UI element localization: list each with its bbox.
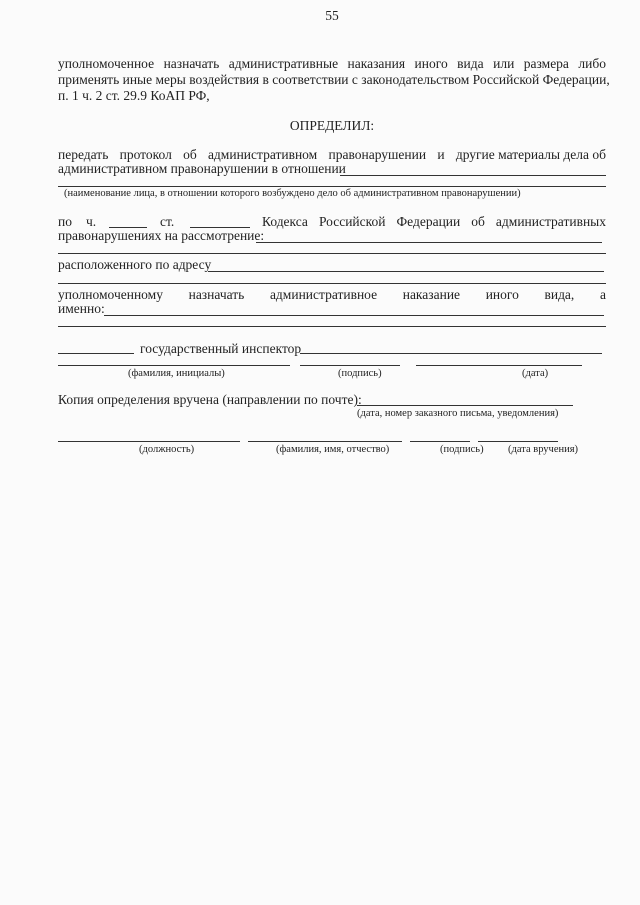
delivery-date-line: [478, 441, 558, 442]
authority-line-1: [58, 287, 606, 303]
authority-word: назначать: [188, 287, 245, 302]
intro-word: административные: [228, 56, 339, 71]
intro-word: уполномоченное: [58, 56, 155, 71]
delivery-signature-line: [410, 441, 470, 442]
intro-word: либо: [578, 56, 606, 71]
inspector-signature-line: [300, 365, 400, 366]
authority-word: уполномоченному: [58, 287, 163, 302]
transfer-word: протокол: [119, 147, 172, 162]
copy-label: Копия определения вручена (направлении по почте):: [58, 392, 362, 407]
intro-line-2: применять иные меры воздействия в соответствии с законодательством Российской Федерации,: [58, 72, 610, 87]
authority-line-2: именно:: [58, 301, 105, 316]
authority-word: иного: [485, 287, 519, 302]
intro-word: иного: [414, 56, 448, 71]
inspector-name-caption: (фамилия, инициалы): [128, 368, 225, 379]
authority-word: административное: [269, 287, 378, 302]
section-heading: ОПРЕДЕЛИЛ:: [289, 118, 375, 133]
transfer-word: административном: [207, 147, 318, 162]
intro-line-1: [58, 56, 606, 72]
authority-word: вида,: [544, 287, 575, 302]
intro-line-3: п. 1 ч. 2 ст. 29.9 КоАП РФ,: [58, 88, 210, 103]
address-label: расположенного по адресу: [58, 257, 212, 272]
position-line: [58, 441, 240, 442]
copy-details-caption: (дата, номер заказного письма, уведомления): [357, 408, 559, 419]
delivery-date-caption: (дата вручения): [508, 444, 579, 455]
address-line: [208, 271, 604, 272]
inspector-name-line: [300, 353, 602, 354]
article-word: об: [471, 214, 485, 229]
transfer-word: и: [437, 147, 445, 162]
inspector-date-line: [416, 365, 582, 366]
intro-word: или: [493, 56, 515, 71]
inspector-signature-caption: (подпись): [338, 368, 382, 379]
person-name-caption: (наименование лица, в отношении которого возбуждено дело об административном правонарушении): [64, 188, 521, 199]
article-line-2: правонарушениях на рассмотрение:: [58, 228, 265, 243]
article-st: ст.: [160, 214, 175, 229]
inspector-rank-blank: [58, 353, 134, 354]
address-line-2: [58, 283, 606, 284]
review-body-line-2: [58, 253, 606, 254]
transfer-word: правонарушении: [328, 147, 427, 162]
transfer-word: об: [183, 147, 197, 162]
review-body-line: [256, 242, 602, 243]
inspector-date-caption: (дата): [522, 368, 549, 379]
authority-line: [104, 315, 604, 316]
full-name-caption: (фамилия, имя, отчество): [276, 444, 390, 455]
article-ch: ч.: [86, 214, 97, 229]
article-word: Федерации: [396, 214, 461, 229]
article-word: административных: [495, 214, 606, 229]
transfer-line-2: административном правонарушении в отношении: [58, 161, 346, 176]
person-name-line: [340, 175, 606, 176]
page-number: 55: [325, 8, 339, 23]
position-caption: (должность): [139, 444, 195, 455]
article-code: [262, 214, 606, 230]
article-word: Кодекса: [262, 214, 308, 229]
copy-details-line: [357, 405, 573, 406]
person-name-line-2: [58, 186, 606, 187]
authority-word: а: [599, 287, 606, 302]
intro-word: наказания: [347, 56, 406, 71]
full-name-line: [248, 441, 402, 442]
authority-word: наказание: [402, 287, 461, 302]
transfer-word: передать: [58, 147, 109, 162]
intro-word: назначать: [163, 56, 220, 71]
article-po: по: [58, 214, 72, 229]
intro-word: вида: [457, 56, 484, 71]
inspector-name-sign-line: [58, 365, 290, 366]
transfer-word: другие материалы дела об: [455, 147, 606, 162]
authority-line-2: [58, 326, 606, 327]
inspector-label: государственный инспектор: [140, 341, 302, 356]
article-word: Российской: [318, 214, 386, 229]
delivery-signature-caption: (подпись): [440, 444, 484, 455]
intro-word: размера: [523, 56, 569, 71]
